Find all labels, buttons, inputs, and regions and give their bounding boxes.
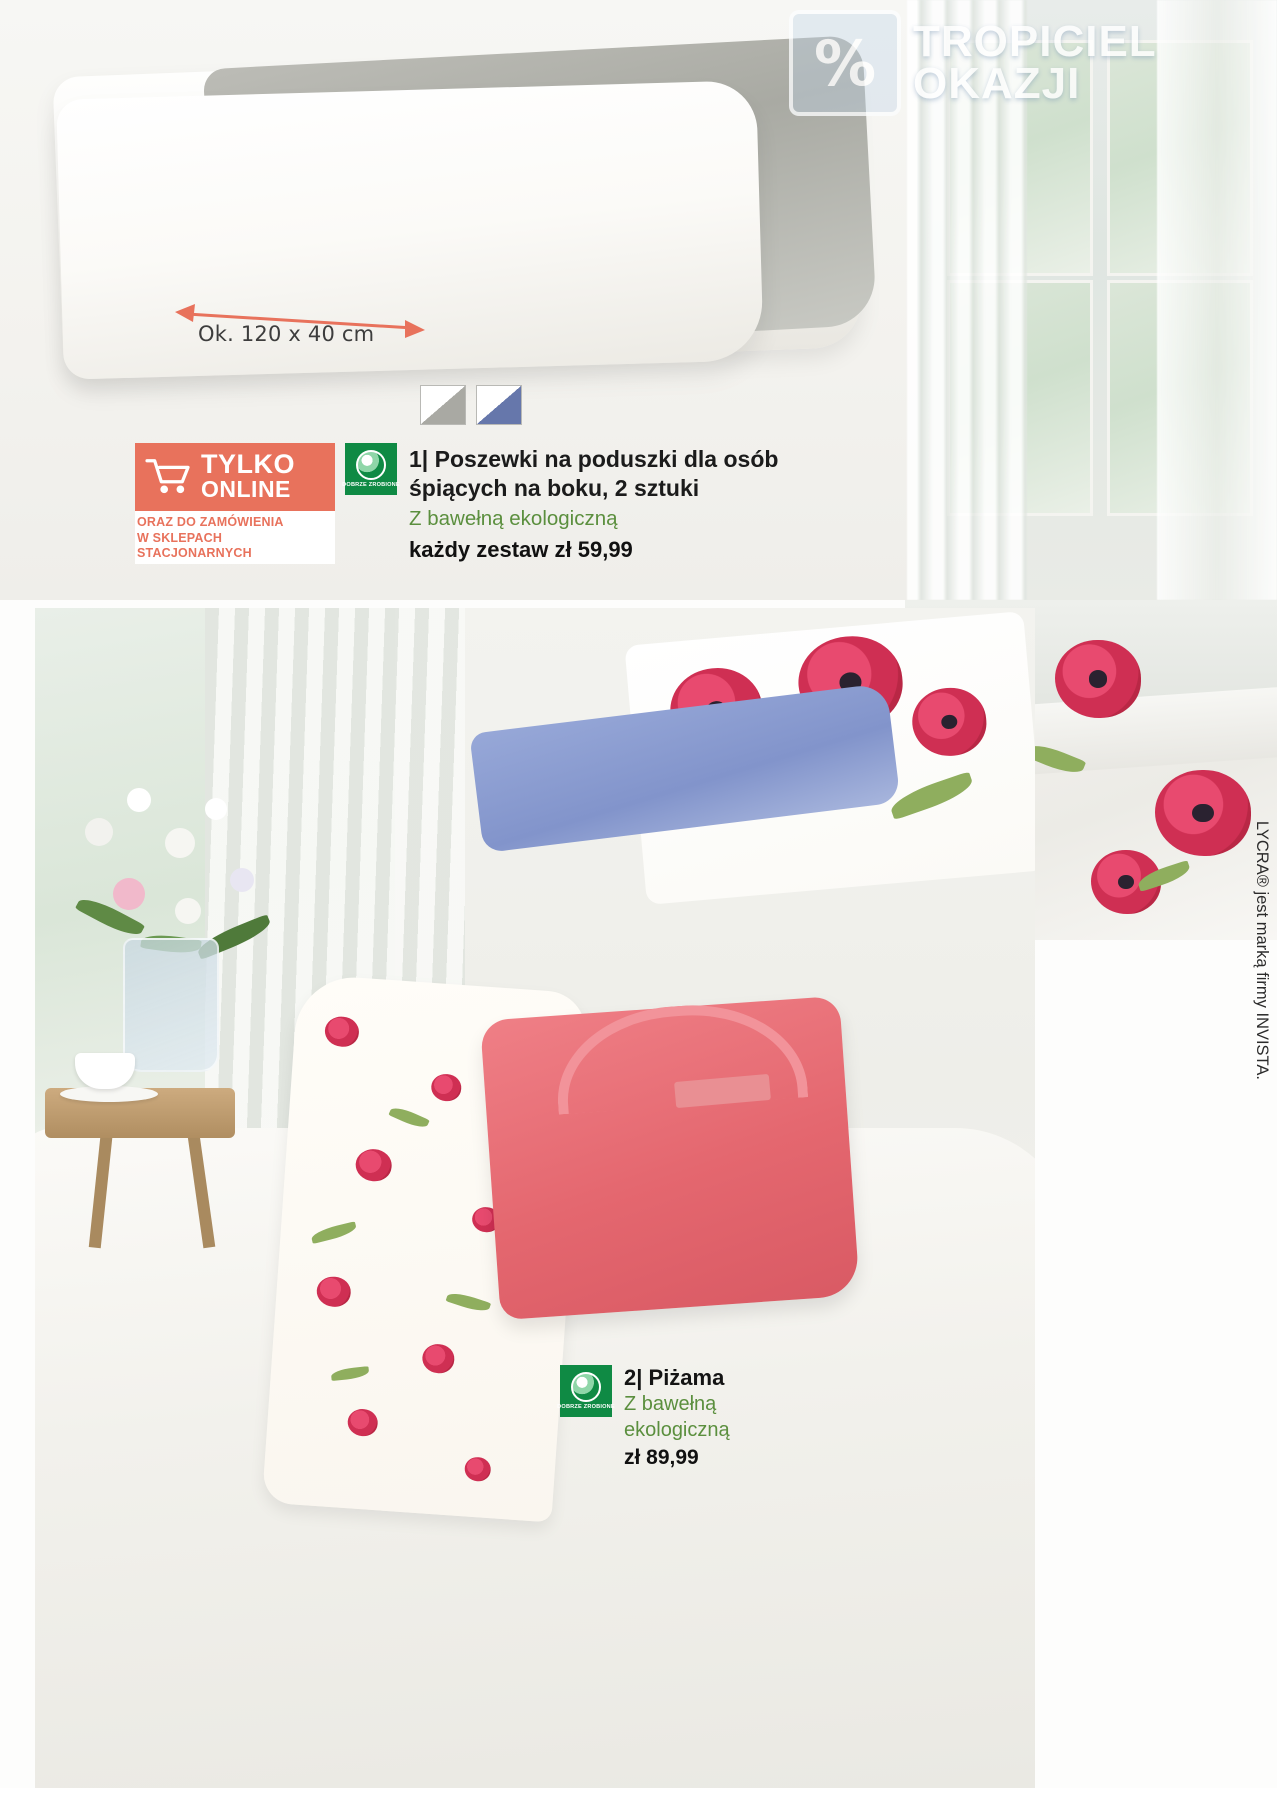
color-swatches (420, 385, 522, 425)
eco-globe-icon (557, 1365, 615, 1417)
product-1-number: 1| (409, 446, 429, 472)
shopping-cart-icon (145, 456, 191, 496)
product-1-title-line2: śpiących na boku, 2 sztuki (409, 475, 700, 502)
dimension-label: Ok. 120 x 40 cm (198, 322, 375, 346)
product-2-subtitle-line2: ekologiczną (624, 1419, 730, 1441)
watermark-line1: TROPICIEL (913, 17, 1157, 67)
online-only-badge (135, 443, 335, 564)
globe-shape (571, 1372, 601, 1402)
globe-shape (356, 450, 386, 480)
watermark (789, 8, 1269, 118)
product-2-title: Piżama (648, 1365, 725, 1390)
main-bedroom-photo (35, 608, 1035, 1788)
glass-vase (123, 938, 219, 1072)
eco-globe-icon (342, 443, 400, 495)
eco-logo-caption: DOBRZE ZROBIONE (557, 1404, 615, 1410)
eco-logo-caption: DOBRZE ZROBIONE (342, 482, 400, 488)
online-badge-line1: TYLKO (201, 449, 295, 479)
product-1-block (342, 443, 905, 563)
poppy-flower (1055, 640, 1141, 718)
product-2-number: 2| (624, 1365, 643, 1390)
legal-side-note: LYCRA® jest marką firmy INVISTA. (1253, 820, 1271, 1080)
product-1-subtitle: Z bawełną ekologiczną (409, 506, 618, 530)
watermark-line2: OKAZJI (913, 59, 1081, 108)
product-2-block (557, 1365, 890, 1470)
white-blue-swatch[interactable] (476, 385, 522, 425)
product-2-price: zł 89,99 (624, 1446, 699, 1469)
product-1-price: każdy zestaw zł 59,99 (409, 536, 633, 562)
online-badge-note-line1: ORAZ DO ZAMÓWIENIA (137, 515, 284, 529)
product-2-subtitle-line1: Z bawełną (624, 1393, 717, 1415)
page-bottom-band (0, 1788, 1277, 1800)
online-badge-line2: ONLINE (201, 476, 291, 502)
percent-icon: % (789, 10, 901, 116)
flower-bouquet (55, 758, 295, 968)
product-1-title-line1: Poszewki na poduszki dla osób (434, 446, 779, 472)
white-grey-swatch[interactable] (420, 385, 466, 425)
poppy-flower (1155, 770, 1251, 856)
online-badge-note-line2: W SKLEPACH STACJONARNYCH (137, 530, 252, 561)
